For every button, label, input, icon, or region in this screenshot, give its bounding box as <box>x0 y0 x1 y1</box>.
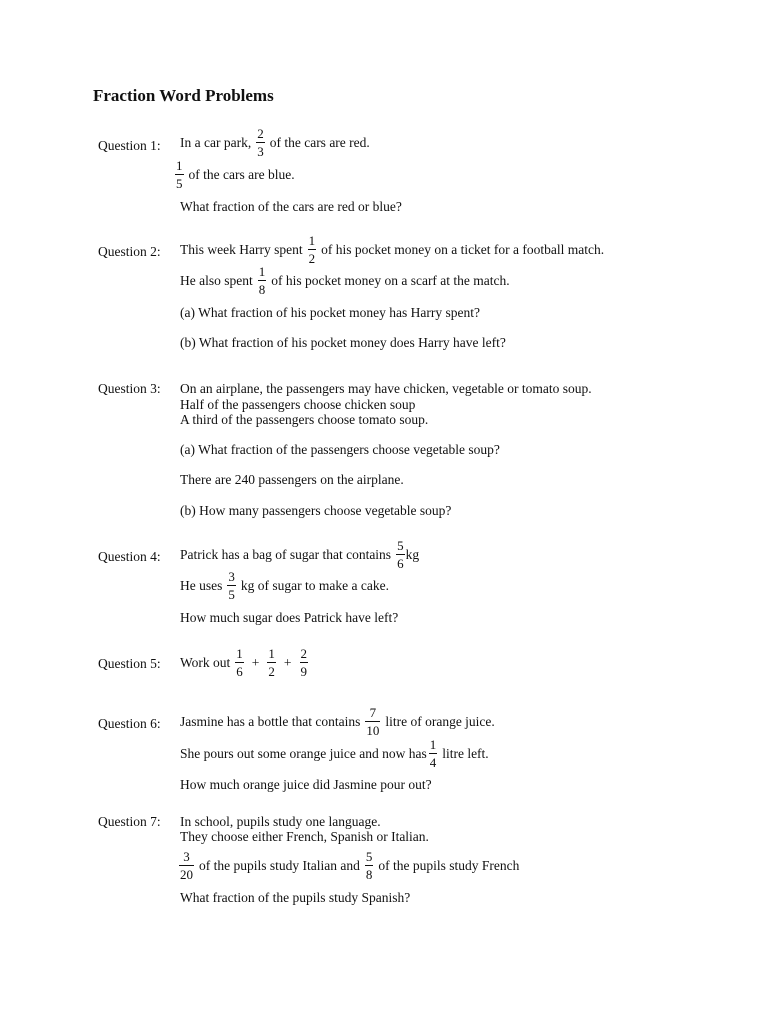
question-6-line-2 <box>180 738 489 769</box>
numerator: 5 <box>397 538 404 553</box>
plus-operator: + <box>251 654 260 670</box>
question-2-label: Question 2: <box>98 244 161 259</box>
fraction <box>300 647 309 678</box>
text: of the pupils study Italian and <box>199 857 360 873</box>
question-4-line-2 <box>180 570 389 601</box>
question-3-line-2: Half of the passengers choose chicken soup <box>180 397 416 412</box>
fraction <box>235 647 244 678</box>
text: This week Harry spent <box>180 241 303 257</box>
plus-operator: + <box>283 654 292 670</box>
text: of the cars are blue. <box>188 166 295 182</box>
numerator: 1 <box>308 233 316 248</box>
question-7-line-2: They choose either French, Spanish or Italian. <box>180 829 429 844</box>
page-title: Fraction Word Problems <box>93 86 274 105</box>
question-7-line-1: In school, pupils study one language. <box>180 814 381 829</box>
question-1-line-3: What fraction of the cars are red or blue? <box>180 199 402 214</box>
question-4-label: Question 4: <box>98 549 161 564</box>
numerator: 7 <box>369 705 377 720</box>
denominator: 8 <box>258 282 266 297</box>
numerator: 5 <box>365 849 373 864</box>
question-4-line-1 <box>180 539 419 570</box>
fraction <box>256 127 265 158</box>
fraction <box>179 850 194 881</box>
numerator: 1 <box>236 646 243 661</box>
fraction <box>258 265 267 296</box>
numerator: 3 <box>228 569 235 584</box>
denominator: 20 <box>180 867 193 882</box>
question-7-label: Question 7: <box>98 814 161 829</box>
question-2-line-2 <box>180 265 510 296</box>
numerator: 3 <box>183 849 190 864</box>
question-1-line-2 <box>170 159 295 190</box>
text: of his pocket money on a scarf at the match. <box>271 272 510 288</box>
text: He uses <box>180 577 223 593</box>
question-7-line-3 <box>174 850 519 881</box>
numerator: 2 <box>257 126 264 141</box>
text: of the pupils study French <box>378 857 520 873</box>
fraction <box>365 850 374 881</box>
question-2-part-b: (b) What fraction of his pocket money does Harry have left? <box>180 335 506 350</box>
text: kg of sugar to make a cake. <box>240 577 389 593</box>
text: Work out <box>180 654 231 670</box>
denominator: 8 <box>365 867 373 882</box>
denominator: 6 <box>236 664 243 679</box>
question-3-part-b: (b) How many passengers choose vegetable soup? <box>180 503 452 518</box>
numerator: 1 <box>176 158 183 173</box>
question-3-line-3: A third of the passengers choose tomato soup. <box>180 412 429 427</box>
text: She pours out some orange juice and now has <box>180 745 427 761</box>
denominator: 10 <box>366 723 380 738</box>
denominator: 6 <box>397 556 404 571</box>
question-5-line-1 <box>180 647 313 678</box>
denominator: 5 <box>228 587 235 602</box>
text: kg <box>405 546 420 562</box>
denominator: 5 <box>176 176 183 191</box>
question-7-line-4: What fraction of the pupils study Spanish? <box>180 890 411 905</box>
text: Jasmine has a bottle that contains <box>180 713 361 729</box>
text: Patrick has a bag of sugar that contains <box>180 546 392 562</box>
text: of the cars are red. <box>269 134 370 150</box>
question-6-line-3: How much orange juice did Jasmine pour out? <box>180 777 432 792</box>
text: litre of orange juice. <box>385 713 495 729</box>
text: He also spent <box>180 272 253 288</box>
fraction <box>396 539 405 570</box>
numerator: 1 <box>268 646 275 661</box>
question-6-label: Question 6: <box>98 716 161 731</box>
question-3-part-a: (a) What fraction of the passengers choose vegetable soup? <box>180 442 500 457</box>
numerator: 1 <box>258 264 266 279</box>
question-3-line-1: On an airplane, the passengers may have chicken, vegetable or tomato soup. <box>180 381 592 396</box>
text: In a car park, <box>180 134 252 150</box>
numerator: 2 <box>300 646 308 661</box>
denominator: 4 <box>429 755 437 770</box>
text: litre left. <box>442 745 489 761</box>
fraction <box>267 647 276 678</box>
question-2-line-1 <box>180 234 604 265</box>
question-3-label: Question 3: <box>98 381 161 396</box>
numerator: 1 <box>429 737 437 752</box>
question-5-label: Question 5: <box>98 656 161 671</box>
denominator: 2 <box>268 664 275 679</box>
question-3-line-5: There are 240 passengers on the airplane. <box>180 472 404 487</box>
question-1-label: Question 1: <box>98 138 161 153</box>
fraction <box>429 738 438 769</box>
question-4-line-3: How much sugar does Patrick have left? <box>180 610 399 625</box>
denominator: 9 <box>300 664 308 679</box>
question-2-part-a: (a) What fraction of his pocket money has Harry spent? <box>180 305 481 320</box>
denominator: 2 <box>308 251 316 266</box>
denominator: 3 <box>257 144 264 159</box>
fraction <box>227 570 236 601</box>
question-1-line-1 <box>180 127 370 158</box>
question-6-line-1 <box>180 706 495 737</box>
fraction <box>365 706 380 737</box>
text: of his pocket money on a ticket for a football match. <box>321 241 605 257</box>
fraction <box>308 234 317 265</box>
fraction <box>175 159 184 190</box>
